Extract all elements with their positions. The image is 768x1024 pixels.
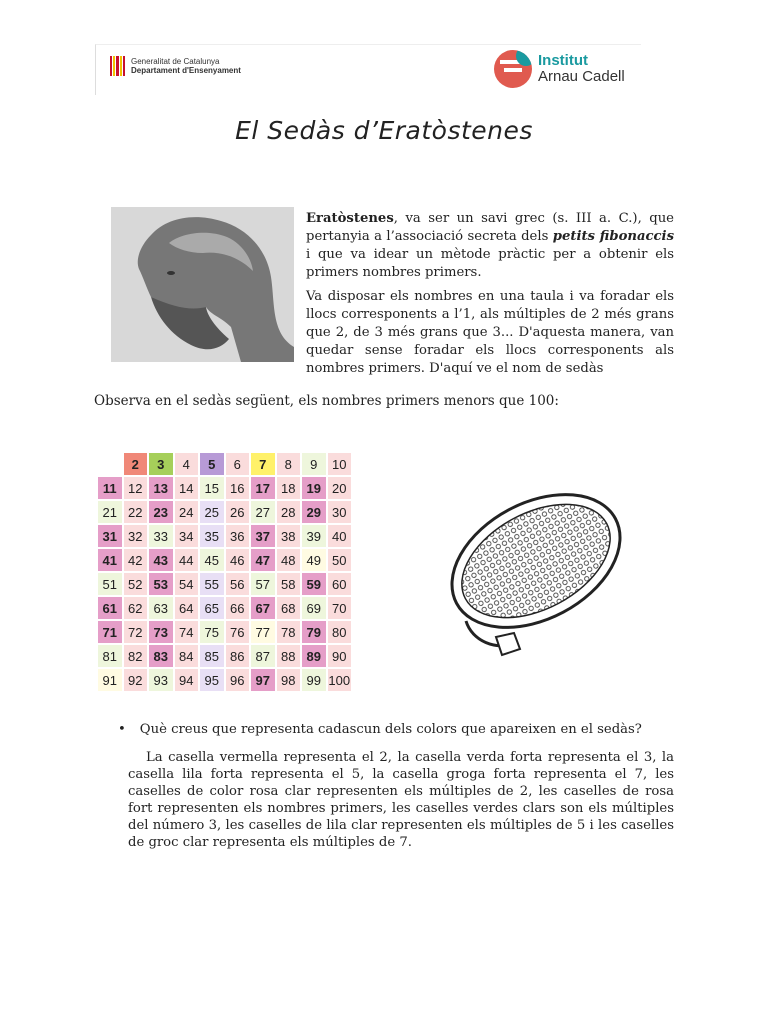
sieve-cell: 44 [175, 549, 199, 571]
intro-paragraph-1 [306, 210, 674, 282]
gen-line1: Generalitat de Catalunya [131, 57, 220, 66]
sieve-cell: 17 [251, 477, 275, 499]
sieve-cell: 63 [149, 597, 173, 619]
sieve-cell: 30 [328, 501, 352, 523]
sieve-cell: 59 [302, 573, 326, 595]
sieve-cell: 18 [277, 477, 301, 499]
sieve-cell: 70 [328, 597, 352, 619]
sieve-empty-cell [98, 453, 122, 475]
sieve-cell: 28 [277, 501, 301, 523]
sieve-cell: 87 [251, 645, 275, 667]
sieve-cell: 85 [200, 645, 224, 667]
sieve-cell: 64 [175, 597, 199, 619]
inst-line2: Arnau Cadell [538, 68, 625, 85]
sieve-cell: 32 [124, 525, 148, 547]
sieve-cell: 9 [302, 453, 326, 475]
sieve-cell: 42 [124, 549, 148, 571]
intro-text [306, 210, 674, 384]
sieve-cell: 62 [124, 597, 148, 619]
sieve-cell: 73 [149, 621, 173, 643]
sieve-table [96, 451, 353, 693]
sieve-cell: 38 [277, 525, 301, 547]
sieve-row [98, 453, 351, 475]
sieve-cell: 29 [302, 501, 326, 523]
sieve-cell: 19 [302, 477, 326, 499]
sieve-cell: 35 [200, 525, 224, 547]
sieve-cell: 53 [149, 573, 173, 595]
institut-logo [494, 50, 625, 88]
sieve-cell: 43 [149, 549, 173, 571]
sieve-cell: 31 [98, 525, 122, 547]
inst-line1: Institut [538, 52, 588, 69]
sieve-cell: 7 [251, 453, 275, 475]
generalitat-logo [110, 56, 241, 76]
sieve-cell: 91 [98, 669, 122, 691]
sieve-cell: 21 [98, 501, 122, 523]
sieve-cell: 58 [277, 573, 301, 595]
sieve-cell: 92 [124, 669, 148, 691]
sieve-cell: 36 [226, 525, 250, 547]
sieve-cell: 66 [226, 597, 250, 619]
sieve-cell: 100 [328, 669, 352, 691]
sieve-cell: 15 [200, 477, 224, 499]
sieve-cell: 90 [328, 645, 352, 667]
answer-text: La casella vermella representa el 2, la casella verda forta representa el 3, la casella lila forta representa el 5, la casella groga forta representa el 7, les caselles de color rosa clar representen els múltiples de 2, les caselles de rosa fort representen els nombres primers, les caselles verdes clars son els múltiples del número 3, les caselles de lila clar representen els múltiples de 5 i les caselles de groc clar representa els múltiples de 7. [128, 750, 674, 850]
sieve-cell: 20 [328, 477, 352, 499]
sieve-cell: 79 [302, 621, 326, 643]
sieve-cell: 14 [175, 477, 199, 499]
institut-emblem-icon [494, 50, 532, 88]
sieve-row [98, 573, 351, 595]
eratosthenes-name: Eratòstenes [306, 211, 394, 226]
senyera-icon [110, 56, 125, 76]
page-title: El Sedàs d’Eratòstenes [235, 116, 533, 145]
question-text: Què creus que representa cadascun dels colors que apareixen en el sedàs? [139, 722, 642, 737]
sieve-cell: 61 [98, 597, 122, 619]
sieve-cell: 94 [175, 669, 199, 691]
observe-text: Observa en el sedàs següent, els nombres primers menors que 100: [94, 393, 559, 409]
sieve-cell: 99 [302, 669, 326, 691]
sieve-cell: 71 [98, 621, 122, 643]
sieve-cell: 11 [98, 477, 122, 499]
sieve-cell: 83 [149, 645, 173, 667]
sieve-cell: 13 [149, 477, 173, 499]
sieve-cell: 68 [277, 597, 301, 619]
sieve-cell: 41 [98, 549, 122, 571]
sieve-cell: 55 [200, 573, 224, 595]
sieve-cell: 80 [328, 621, 352, 643]
gen-line2: Departament d'Ensenyament [131, 66, 241, 75]
sieve-cell: 82 [124, 645, 148, 667]
intro-p1-text-b: i que va idear un mètode pràctic per a obtenir els primers nombres primers. [306, 247, 674, 280]
sieve-cell: 77 [251, 621, 275, 643]
sieve-cell: 60 [328, 573, 352, 595]
sieve-cell: 26 [226, 501, 250, 523]
sieve-cell: 16 [226, 477, 250, 499]
sieve-cell: 65 [200, 597, 224, 619]
sieve-cell: 78 [277, 621, 301, 643]
sieve-cell: 95 [200, 669, 224, 691]
sieve-cell: 27 [251, 501, 275, 523]
sieve-cell: 48 [277, 549, 301, 571]
sieve-row [98, 501, 351, 523]
intro-p1-text-a: , va ser un savi grec (s. III a. C.), que pertanyia a l’associació secreta dels [306, 211, 674, 244]
sieve-cell: 88 [277, 645, 301, 667]
sieve-cell: 6 [226, 453, 250, 475]
sieve-cell: 4 [175, 453, 199, 475]
sieve-cell: 24 [175, 501, 199, 523]
sieve-cell: 98 [277, 669, 301, 691]
sieve-cell: 86 [226, 645, 250, 667]
sieve-cell: 37 [251, 525, 275, 547]
sieve-cell: 46 [226, 549, 250, 571]
sieve-cell: 96 [226, 669, 250, 691]
sieve-cell: 34 [175, 525, 199, 547]
sieve-cell: 50 [328, 549, 352, 571]
sieve-cell: 97 [251, 669, 275, 691]
eratosthenes-portrait [111, 207, 294, 362]
petits-fibonaccis: petits fibonaccis [552, 229, 674, 244]
sieve-cell: 8 [277, 453, 301, 475]
sieve-row [98, 525, 351, 547]
sieve-cell: 39 [302, 525, 326, 547]
sieve-cell: 10 [328, 453, 352, 475]
sieve-cell: 56 [226, 573, 250, 595]
sieve-cell: 3 [149, 453, 173, 475]
sieve-cell: 45 [200, 549, 224, 571]
sieve-cell: 2 [124, 453, 148, 475]
sieve-cell: 67 [251, 597, 275, 619]
sieve-cell: 89 [302, 645, 326, 667]
sieve-cell: 25 [200, 501, 224, 523]
sieve-cell: 49 [302, 549, 326, 571]
sieve-cell: 81 [98, 645, 122, 667]
sieve-cell: 74 [175, 621, 199, 643]
sieve-row [98, 597, 351, 619]
sieve-cell: 84 [175, 645, 199, 667]
sieve-cell: 93 [149, 669, 173, 691]
bullet-icon: • [118, 722, 126, 737]
sieve-cell: 52 [124, 573, 148, 595]
sieve-cell: 23 [149, 501, 173, 523]
sieve-cell: 76 [226, 621, 250, 643]
sieve-cell: 47 [251, 549, 275, 571]
question [118, 722, 642, 737]
sieve-cell: 75 [200, 621, 224, 643]
sieve-cell: 40 [328, 525, 352, 547]
sieve-cell: 12 [124, 477, 148, 499]
sieve-cell: 57 [251, 573, 275, 595]
sieve-cell: 22 [124, 501, 148, 523]
sieve-cell: 72 [124, 621, 148, 643]
sieve-cell: 54 [175, 573, 199, 595]
sieve-row [98, 477, 351, 499]
sieve-cell: 51 [98, 573, 122, 595]
sieve-row [98, 669, 351, 691]
sieve-cell: 33 [149, 525, 173, 547]
sieve-row [98, 549, 351, 571]
sieve-row [98, 621, 351, 643]
intro-paragraph-2: Va disposar els nombres en una taula i va foradar els llocs corresponents a l’1, als múltiples de 2 més grans que 2, de 3 més grans que 3... D'aquesta manera, van quedar sense foradar els llocs corresponents als nombres primers. D'aquí ve el nom de sedàs [306, 289, 674, 376]
sieve-cell: 5 [200, 453, 224, 475]
sieve-cell: 69 [302, 597, 326, 619]
sieve-row [98, 645, 351, 667]
sieve-pan-illustration [436, 471, 630, 663]
